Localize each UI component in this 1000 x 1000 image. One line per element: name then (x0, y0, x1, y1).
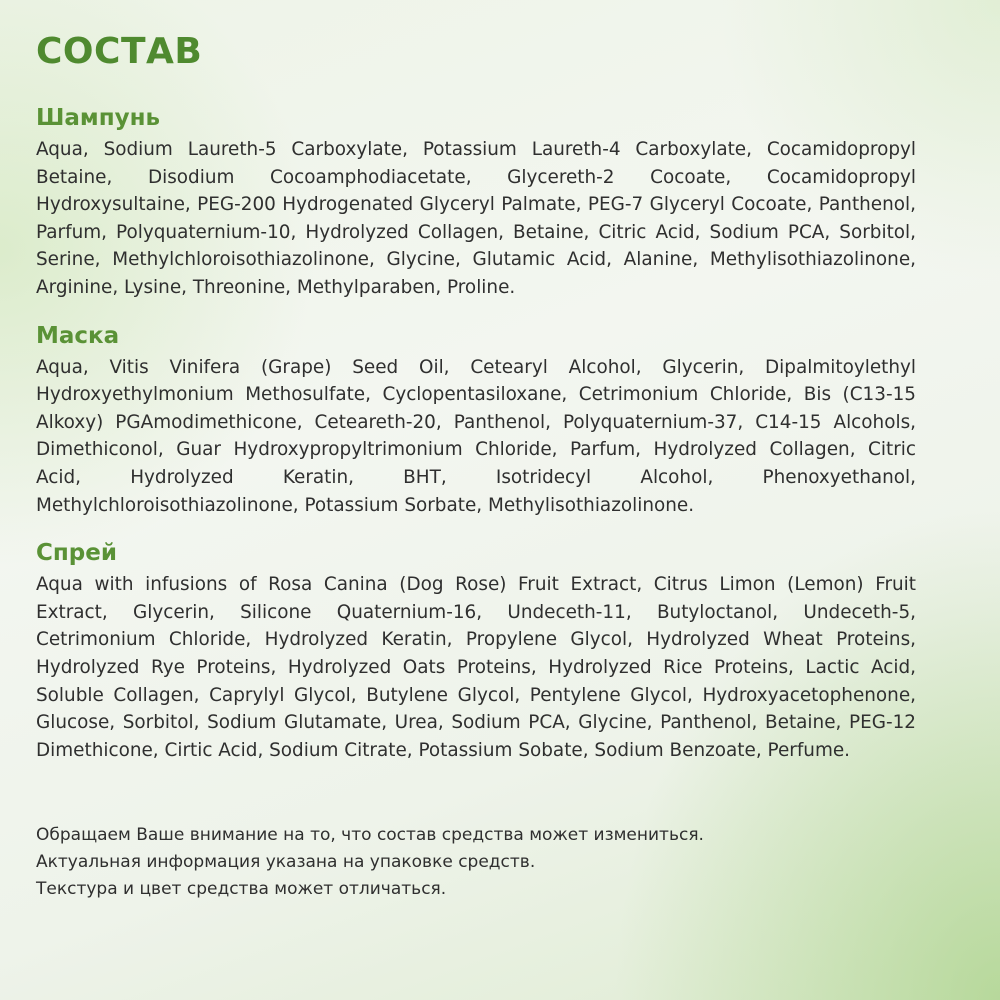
page-title: СОСТАВ (36, 31, 203, 72)
section-shampoo (36, 100, 916, 302)
ingredients-shampoo: Aqua, Sodium Laureth-5 Carboxylate, Potassium Laureth-4 Carboxylate, Cocamidopropyl Betaine, Disodium Cocoamphodiacetate, Glycereth-2 Cocoate, Cocamidopropyl Hydroxysultaine, PEG-200 Hydrogenated Glyceryl Palmate, PEG-7 Glyceryl Cocoate, Panthenol, Parfum, Polyquaternium-10, Hydrolyzed Collagen, Betaine, Citric Acid, Sodium PCA, Sorbitol, Serine, Methylchloroisothiazolinone, Glycine, Glutamic Acid, Alanine, Methylisothiazolinone, Arginine, Lysine, Threonine, Methylparaben, Proline. (36, 139, 916, 298)
composition-page (36, 26, 916, 903)
notice-line-packaging-info: Актуальная информация указана на упаковке средств. (36, 852, 536, 873)
section-heading-shampoo: Шампунь (36, 105, 161, 131)
section-heading-spray: Спрей (36, 540, 117, 567)
notice-block (36, 822, 916, 903)
section-heading-mask: Маска (36, 322, 120, 349)
ingredients-mask: Aqua, Vitis Vinifera (Grape) Seed Oil, Cetearyl Alcohol, Glycerin, Dipalmitoylethyl Hydroxyethylmonium Methosulfate, Cyclopentasiloxane, Cetrimonium Chloride, Bis (C13-15 Alkoxy) PGAmodimethicone, Ceteareth-20, Panthenol, Polyquaternium-37, C14-15 Alcohols, Dimethiconol, Guar Hydroxypropyltrimonium Chloride, Parfum, Hydrolyzed Collagen, Citric Acid, Hydrolyzed Keratin, BHT, Isotridecyl Alcohol, Phenoxyethanol, Methylchloroisothiazolinone, Potassium Sorbate, Methylisothiazolinone. (36, 356, 916, 516)
notice-line-composition-change: Обращаем Ваше внимание на то, что состав средства может измениться. (36, 825, 704, 846)
section-mask (36, 318, 916, 520)
ingredients-spray: Aqua with infusions of Rosa Canina (Dog Rose) Fruit Extract, Citrus Limon (Lemon) Fruit Extract, Glycerin, Silicone Quaternium-16, Undeceth-11, Butyloctanol, Undeceth-5, Cetrimonium Chloride, Hydrolyzed Keratin, Propylene Glycol, Hydrolyzed Wheat Proteins, Hydrolyzed Rye Proteins, Hydrolyzed Oats Proteins, Hydrolyzed Rice Proteins, Lactic Acid, Soluble Collagen, Caprylyl Glycol, Butylene Glycol, Pentylene Glycol, Hydroxyacetophenone, Glucose, Sorbitol, Sodium Glutamate, Urea, Sodium PCA, Glycine, Panthenol, Betaine, PEG-12 Dimethicone, Cirtic Acid, Sodium Citrate, Potassium Sobate, Sodium Benzoate, Perfume. (36, 574, 916, 761)
section-spray (36, 535, 916, 764)
notice-line-texture-color: Текстура и цвет средства может отличаться. (36, 879, 447, 900)
